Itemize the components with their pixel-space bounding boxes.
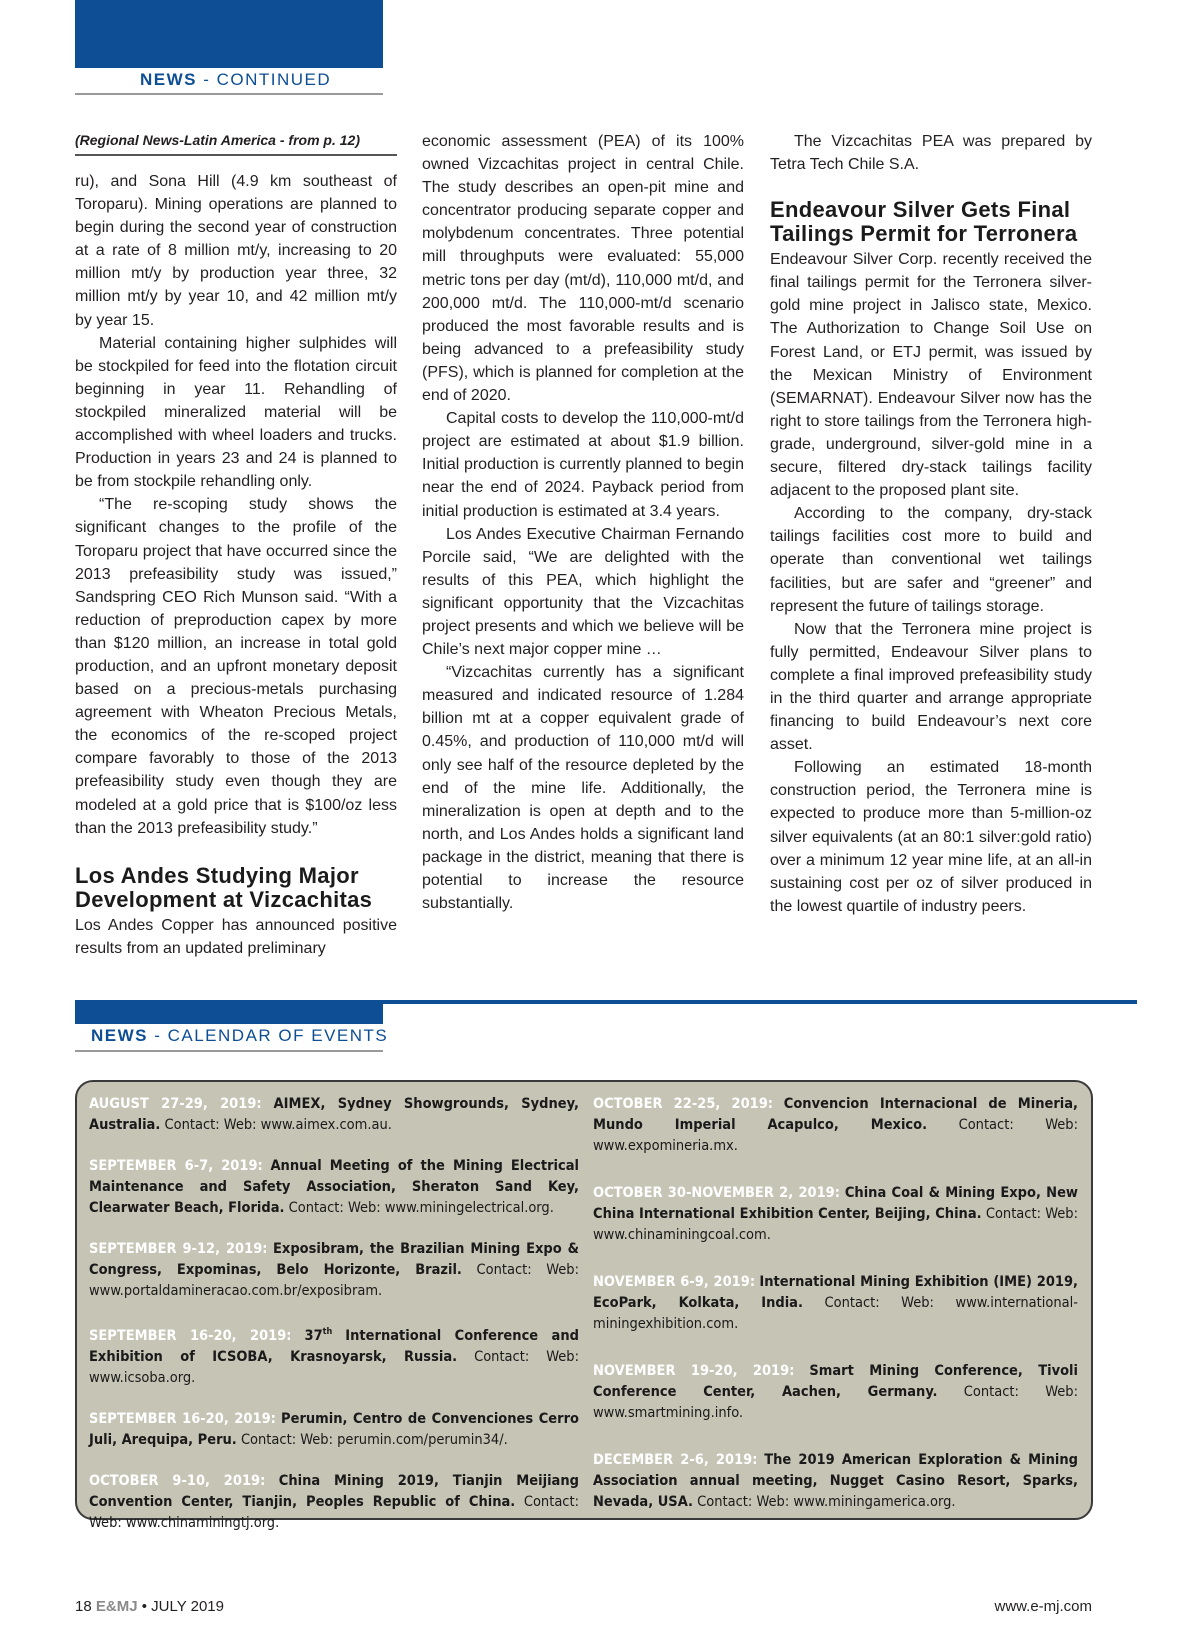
event-date: SEPTEMBER 9-12, 2019: — [89, 1241, 268, 1257]
paragraph: Material containing higher sulphides will be stockpiled for feed into the flotation circuit beginning in year 11. Rehandling of stockpiled mineralized material will be accomplished with wheel loaders and trucks. Production in years 23 and 24 is planned to be from stockpile rehandling only. — [75, 334, 397, 491]
calendar-event — [89, 1094, 579, 1136]
calendar-event — [593, 1094, 1078, 1157]
event-date: SEPTEMBER 6-7, 2019: — [89, 1158, 263, 1174]
event-date: OCTOBER 30-NOVEMBER 2, 2019: — [593, 1185, 840, 1201]
paragraph: economic assessment (PEA) of its 100% owned Vizcachitas project in central Chile. The study describes an open-pit mine and concentrator producing separate copper and molybdenum concentrates. Three potential mill throughputs were evaluated: 55,000 metric tons per day (mt/d), 110,000 mt/d, and 200,000 mt/d. The 110,000-mt/d scenario produced the most favorable results and is being advanced to a prefeasibility study (PFS), which is planned for completion at the end of 2020. — [422, 133, 744, 405]
event-title: Convencion Internacional de Mineria, Mundo Imperial Acapulco, Mexico. — [593, 1096, 1078, 1133]
paragraph: Now that the Terronera mine project is fully permitted, Endeavour Silver plans to complete a final improved prefeasibility study in the third quarter and arrange appropriate financing to build Endeavour’s next core asset. — [770, 620, 1092, 754]
website-url[interactable]: www.e-mj.com — [994, 1598, 1092, 1615]
calendar-label-sep: - — [148, 1026, 168, 1045]
calendar-label-rest: CALENDAR OF EVENTS — [167, 1026, 389, 1045]
reference-rule — [75, 154, 397, 156]
section-label-sep: - — [197, 70, 217, 89]
paragraph: Los Andes Copper has announced positive results from an updated preliminary — [75, 916, 397, 957]
paragraph: Following an estimated 18-month construction period, the Terronera mine is expected to produce more than 5-million-oz silver equivalents (at an 80:1 silver:gold ratio) over a minimum 12 year mine life, at an all-in sustaining cost per oz of silver produced in the lowest quartile of industry peers. — [770, 759, 1092, 915]
event-date: DECEMBER 2-6, 2019: — [593, 1452, 758, 1468]
calendar-label-bold: NEWS — [91, 1026, 148, 1045]
event-title: Exposibram, the Brazilian Mining Expo & Congress, Expominas, Belo Horizonte, Brazil. — [89, 1241, 579, 1278]
event-title: China Coal & Mining Expo, New China International Exhibition Center, Beijing, China. — [593, 1185, 1078, 1222]
article-column-1 — [75, 130, 397, 960]
continuation-reference: (Regional News-Latin America - from p. 12) — [75, 132, 360, 148]
event-contact: Contact: Web: perumin.com/perumin34/. — [240, 1431, 508, 1448]
event-title-number: 37 — [304, 1327, 323, 1344]
event-title: China Mining 2019, Tianjin Meijiang Convention Center, Tianjin, Peoples Republic of China. — [89, 1472, 579, 1510]
article-headline-endeavour: Endeavour Silver Gets Final Tailings Permit for Terronera — [770, 197, 1078, 247]
article-column-2 — [422, 130, 744, 915]
event-title: International Mining Exhibition (IME) 2019, EcoPark, Kolkata, India. — [593, 1274, 1078, 1311]
calendar-event — [593, 1183, 1078, 1246]
event-title: Annual Meeting of the Mining Electrical Maintenance and Safety Association, Sheraton Sand Key, Clearwater Beach, Florida. — [89, 1158, 579, 1216]
article-column-3 — [770, 130, 1092, 918]
paragraph: Endeavour Silver Corp. recently received the final tailings permit for the Terronera silver-gold mine project in Jalisco state, Mexico. The Authorization to Change Soil Use on Forest Land, or ETJ permit, was issued by the Mexican Ministry of Environment (SEMARNAT). Endeavour Silver now has the right to store tailings from the Terronera high-grade, underground, silver-gold mine in a secure, filtered dry-stack tailings facility adjacent to the proposed plant site. — [770, 251, 1092, 500]
event-date: AUGUST 27-29, 2019: — [89, 1096, 262, 1112]
calendar-header-bar — [75, 1004, 383, 1024]
event-title: Perumin, Centro de Convenciones Cerro Juli, Arequipa, Peru. — [89, 1410, 579, 1448]
event-title: AIMEX, Sydney Showgrounds, Sydney, Australia. — [89, 1096, 579, 1133]
paragraph: Los Andes Executive Chairman Fernando Porcile said, “We are delighted with the results of this PEA, which highlight the significant opportunity that the Vizcachitas project presents and which we believe will be Chile’s next major copper mine … — [422, 525, 744, 659]
event-contact: Contact: Web: www.international-miningexhibition.com. — [593, 1295, 1078, 1332]
calendar-event — [89, 1409, 579, 1451]
event-contact: Contact: Web: www.icsoba.org. — [89, 1348, 579, 1386]
calendar-label-rule — [75, 1050, 383, 1052]
event-date: OCTOBER 9-10, 2019: — [89, 1472, 266, 1489]
event-contact: Contact: Web: www.chinaminingcoal.com. — [593, 1206, 1078, 1243]
event-contact: Contact: Web: www.expomineria.mx. — [593, 1117, 1078, 1154]
section-label-rest: CONTINUED — [216, 70, 332, 89]
calendar-event — [89, 1322, 579, 1389]
event-contact: Contact: Web: www.chinaminingtj.org. — [89, 1493, 579, 1531]
event-title: Smart Mining Conference, Tivoli Conference Center, Aachen, Germany. — [593, 1363, 1078, 1400]
calendar-event — [89, 1156, 579, 1219]
event-contact: Contact: Web: www.miningamerica.org. — [697, 1494, 956, 1510]
event-date: SEPTEMBER 16-20, 2019: — [89, 1327, 292, 1344]
paragraph: “The re-scoping study shows the significant changes to the profile of the Toroparu project that have occurred since the 2013 prefeasibility study was issued,” Sandspring CEO Rich Munson said. “With a reduction of preproduction capex by more than $120 million, an increase in total gold production, and an upfront monetary deposit based on a precious-metals purchasing agreement with Wheaton Precious Metals, the economics of the re-scoped project compare favorably to those of the 2013 prefeasibility study even though they are modeled at a gold price that is $100/oz less than the 2013 prefeasibility study.” — [75, 496, 397, 837]
calendar-event — [89, 1239, 579, 1302]
event-date: OCTOBER 22-25, 2019: — [593, 1096, 774, 1112]
section-label-bold: NEWS — [140, 70, 197, 89]
calendar-event — [89, 1471, 579, 1534]
paragraph: Capital costs to develop the 110,000-mt/d project are estimated at about $1.9 billion. Initial production is currently planned to begin near the end of 2024. Payback period from initial production is estimated at 3.4 years. — [422, 410, 744, 520]
event-date: NOVEMBER 6-9, 2019: — [593, 1274, 756, 1290]
header-color-bar — [75, 0, 383, 68]
issue-date: • JULY 2019 — [141, 1598, 224, 1615]
paragraph: The Vizcachitas PEA was prepared by Tetra Tech Chile S.A. — [770, 133, 1092, 174]
page-number: 18 — [75, 1598, 92, 1615]
article-headline-los-andes: Los Andes Studying Major Development at Vizcachitas — [75, 862, 373, 912]
event-contact: Contact: Web: www.aimex.com.au. — [164, 1117, 392, 1133]
event-title: The 2019 American Exploration & Mining Association annual meeting, Nugget Casino Resort, Sparks, Nevada, USA. — [593, 1452, 1078, 1510]
calendar-event — [593, 1272, 1078, 1335]
section-label — [140, 70, 331, 90]
calendar-column-right — [593, 1094, 1078, 1533]
calendar-section-label — [91, 1026, 388, 1046]
paragraph: ru), and Sona Hill (4.9 km southeast of Toroparu). Mining operations are planned to begin during the second year of construction at a rate of 8 million mt/y, increasing to 20 million mt/y by production year three, 32 million mt/y by year 10, and 42 million mt/y by year 15. — [75, 173, 397, 329]
paragraph: “Vizcachitas currently has a significant measured and indicated resource of 1.284 billion mt at a copper equivalent grade of 0.45%, and production of 110,000 mt/d will only see half of the resource depleted by the end of the mine life. Additionally, the mineralization is open at depth and to the north, and Los Andes holds a significant land package in the district, meaning that there is potential to increase the resource substantially. — [422, 664, 744, 913]
event-contact: Contact: Web: www.smartmining.info. — [593, 1384, 1078, 1421]
section-label-rule — [75, 93, 383, 95]
paragraph: According to the company, dry-stack tailings facilities cost more to build and operate than conventional wet tailings facilities, but are safer and “greener” and represent the future of tailings storage. — [770, 505, 1092, 615]
calendar-event — [593, 1450, 1078, 1513]
calendar-column-left — [89, 1094, 579, 1554]
event-title: International Conference and Exhibition of ICSOBA, Krasnoyarsk, Russia. — [89, 1327, 579, 1365]
event-date: NOVEMBER 19-20, 2019: — [593, 1363, 795, 1379]
event-contact: Contact: Web: www.portaldamineracao.com.br/exposibram. — [89, 1262, 579, 1299]
magazine-name: E&MJ — [95, 1598, 138, 1615]
calendar-event — [593, 1361, 1078, 1424]
event-contact: Contact: Web: www.miningelectrical.org. — [288, 1200, 554, 1216]
event-title-ordinal: th — [322, 1327, 333, 1337]
event-date: SEPTEMBER 16-20, 2019: — [89, 1410, 276, 1427]
page-footer-left — [75, 1598, 224, 1615]
